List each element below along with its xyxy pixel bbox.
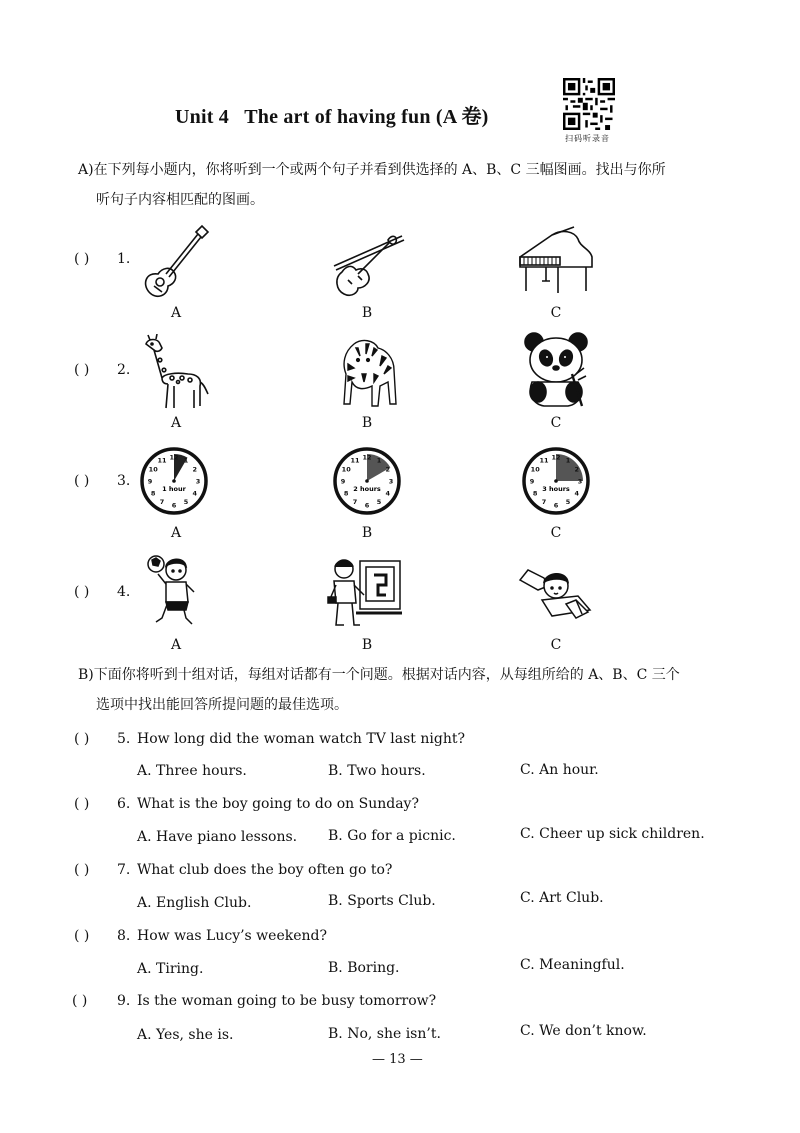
clock-numeral: 4 — [192, 489, 198, 498]
option-b: B. Sports Club. — [328, 893, 436, 909]
giraffe-icon — [138, 334, 214, 410]
page-title: Unit 4 The art of having fun (A 卷) — [175, 106, 489, 128]
question-number: 1. — [117, 251, 131, 267]
answer-blank[interactable]: ( ) — [74, 796, 90, 812]
clock-numeral: 9 — [147, 477, 153, 486]
answer-blank[interactable]: ( ) — [74, 731, 90, 747]
clock-numeral: 12 — [169, 453, 179, 462]
clock-numeral: 10 — [530, 465, 540, 474]
question-number: 4. — [117, 584, 131, 600]
option-c: C. An hour. — [520, 762, 599, 778]
question-stem: What is the boy going to do on Sunday? — [137, 796, 419, 812]
clock-numeral: 5 — [565, 498, 571, 507]
clock-numeral: 1 — [376, 456, 382, 465]
violin-icon — [328, 222, 408, 300]
question-stem: What club does the boy often go to? — [137, 862, 393, 878]
clock-numeral: 5 — [376, 498, 382, 507]
clock-numeral: 10 — [148, 465, 158, 474]
clock-icon — [521, 446, 591, 516]
answer-blank[interactable]: ( ) — [74, 928, 90, 944]
question-number: 3. — [117, 473, 131, 489]
answer-blank[interactable]: ( ) — [74, 362, 90, 378]
boy-reading-icon — [518, 560, 594, 624]
option-a: A. Three hours. — [137, 763, 247, 779]
clock-numeral: 11 — [539, 456, 549, 465]
page-number: — 13 — — [372, 1052, 423, 1067]
clock-numeral: 10 — [341, 465, 351, 474]
choice-label-a: A — [170, 415, 182, 431]
option-c: C. Meaningful. — [520, 957, 625, 973]
guitar-icon — [140, 222, 212, 300]
answer-blank[interactable]: ( ) — [74, 473, 90, 489]
clock-numeral: 7 — [541, 498, 547, 507]
choice-label-a: A — [170, 637, 182, 653]
question-number: 9. — [117, 993, 131, 1009]
qr-caption: 扫码听录音 — [565, 134, 610, 143]
clock-numeral: 4 — [574, 489, 580, 498]
option-a: A. Tiring. — [137, 961, 204, 977]
clock-numeral: 12 — [551, 453, 561, 462]
clock-label: 2 hours — [353, 485, 381, 493]
option-c: C. Cheer up sick children. — [520, 826, 705, 842]
choice-label-c: C — [550, 525, 562, 541]
clock-numeral: 9 — [340, 477, 346, 486]
choice-label-b: B — [361, 415, 373, 431]
clock-numeral: 2 — [192, 465, 198, 474]
option-b: B. Boring. — [328, 960, 400, 976]
clock-numeral: 1 — [183, 456, 189, 465]
qr-code-icon[interactable] — [563, 78, 615, 130]
choice-label-a: A — [170, 525, 182, 541]
question-number: 6. — [117, 796, 131, 812]
clock-numeral: 8 — [150, 489, 156, 498]
clock-numeral: 3 — [577, 477, 583, 486]
clock-numeral: 12 — [362, 453, 372, 462]
option-c: C. Art Club. — [520, 890, 604, 906]
option-a: A. English Club. — [137, 895, 252, 911]
question-number: 8. — [117, 928, 131, 944]
clock-numeral: 8 — [343, 489, 349, 498]
clock-numeral: 3 — [195, 477, 201, 486]
choice-label-b: B — [361, 305, 373, 321]
tiger-icon — [334, 334, 406, 410]
clock-numeral: 3 — [388, 477, 394, 486]
option-b: B. Go for a picnic. — [328, 828, 456, 844]
section-a-instruction-2: 听句子内容相匹配的图画。 — [96, 192, 264, 208]
clock-numeral: 6 — [364, 501, 370, 510]
clock-numeral: 9 — [529, 477, 535, 486]
clock-numeral: 11 — [157, 456, 167, 465]
clock-numeral: 7 — [159, 498, 165, 507]
choice-label-c: C — [550, 415, 562, 431]
choice-label-c: C — [550, 637, 562, 653]
question-number: 7. — [117, 862, 131, 878]
question-number: 5. — [117, 731, 131, 747]
clock-numeral: 8 — [532, 489, 538, 498]
option-c: C. We don’t know. — [520, 1023, 647, 1039]
answer-blank[interactable]: ( ) — [74, 862, 90, 878]
clock-icon — [332, 446, 402, 516]
clock-icon — [139, 446, 209, 516]
option-b: B. No, she isn’t. — [328, 1026, 441, 1042]
choice-label-b: B — [361, 525, 373, 541]
answer-blank[interactable]: ( ) — [74, 251, 90, 267]
question-stem: How was Lucy’s weekend? — [137, 928, 327, 944]
clock-numeral: 7 — [352, 498, 358, 507]
clock-label: 3 hours — [542, 485, 570, 493]
section-b-instruction-1: B)下面你将听到十组对话，每组对话都有一个问题。根据对话内容，从每组所给的 A、B、C 三个 — [78, 667, 680, 683]
option-a: A. Yes, she is. — [137, 1027, 234, 1043]
clock-numeral: 6 — [553, 501, 559, 510]
clock-numeral: 2 — [385, 465, 391, 474]
option-b: B. Two hours. — [328, 763, 426, 779]
piano-icon — [516, 225, 596, 297]
choice-label-a: A — [170, 305, 182, 321]
clock-numeral: 4 — [385, 489, 391, 498]
clock-numeral: 11 — [350, 456, 360, 465]
panda-icon — [522, 330, 592, 410]
section-a-instruction-1: A)在下列每小题内，你将听到一个或两个句子并看到供选择的 A、B、C 三幅图画。找出与你所 — [78, 162, 666, 178]
choice-label-b: B — [361, 637, 373, 653]
answer-blank[interactable]: ( ) — [72, 993, 88, 1009]
answer-blank[interactable]: ( ) — [74, 584, 90, 600]
clock-label: 1 hour — [162, 485, 186, 493]
question-number: 2. — [117, 362, 131, 378]
clock-numeral: 2 — [574, 465, 580, 474]
clock-numeral: 6 — [171, 501, 177, 510]
boy-playing-football-icon — [144, 552, 200, 632]
boy-playing-computer-icon — [324, 555, 404, 631]
clock-numeral: 5 — [183, 498, 189, 507]
section-b-instruction-2: 选项中找出能回答所提问题的最佳选项。 — [96, 697, 348, 713]
choice-label-c: C — [550, 305, 562, 321]
question-stem: How long did the woman watch TV last night? — [137, 731, 465, 747]
option-a: A. Have piano lessons. — [137, 829, 298, 845]
clock-numeral: 1 — [565, 456, 571, 465]
question-stem: Is the woman going to be busy tomorrow? — [137, 993, 437, 1009]
